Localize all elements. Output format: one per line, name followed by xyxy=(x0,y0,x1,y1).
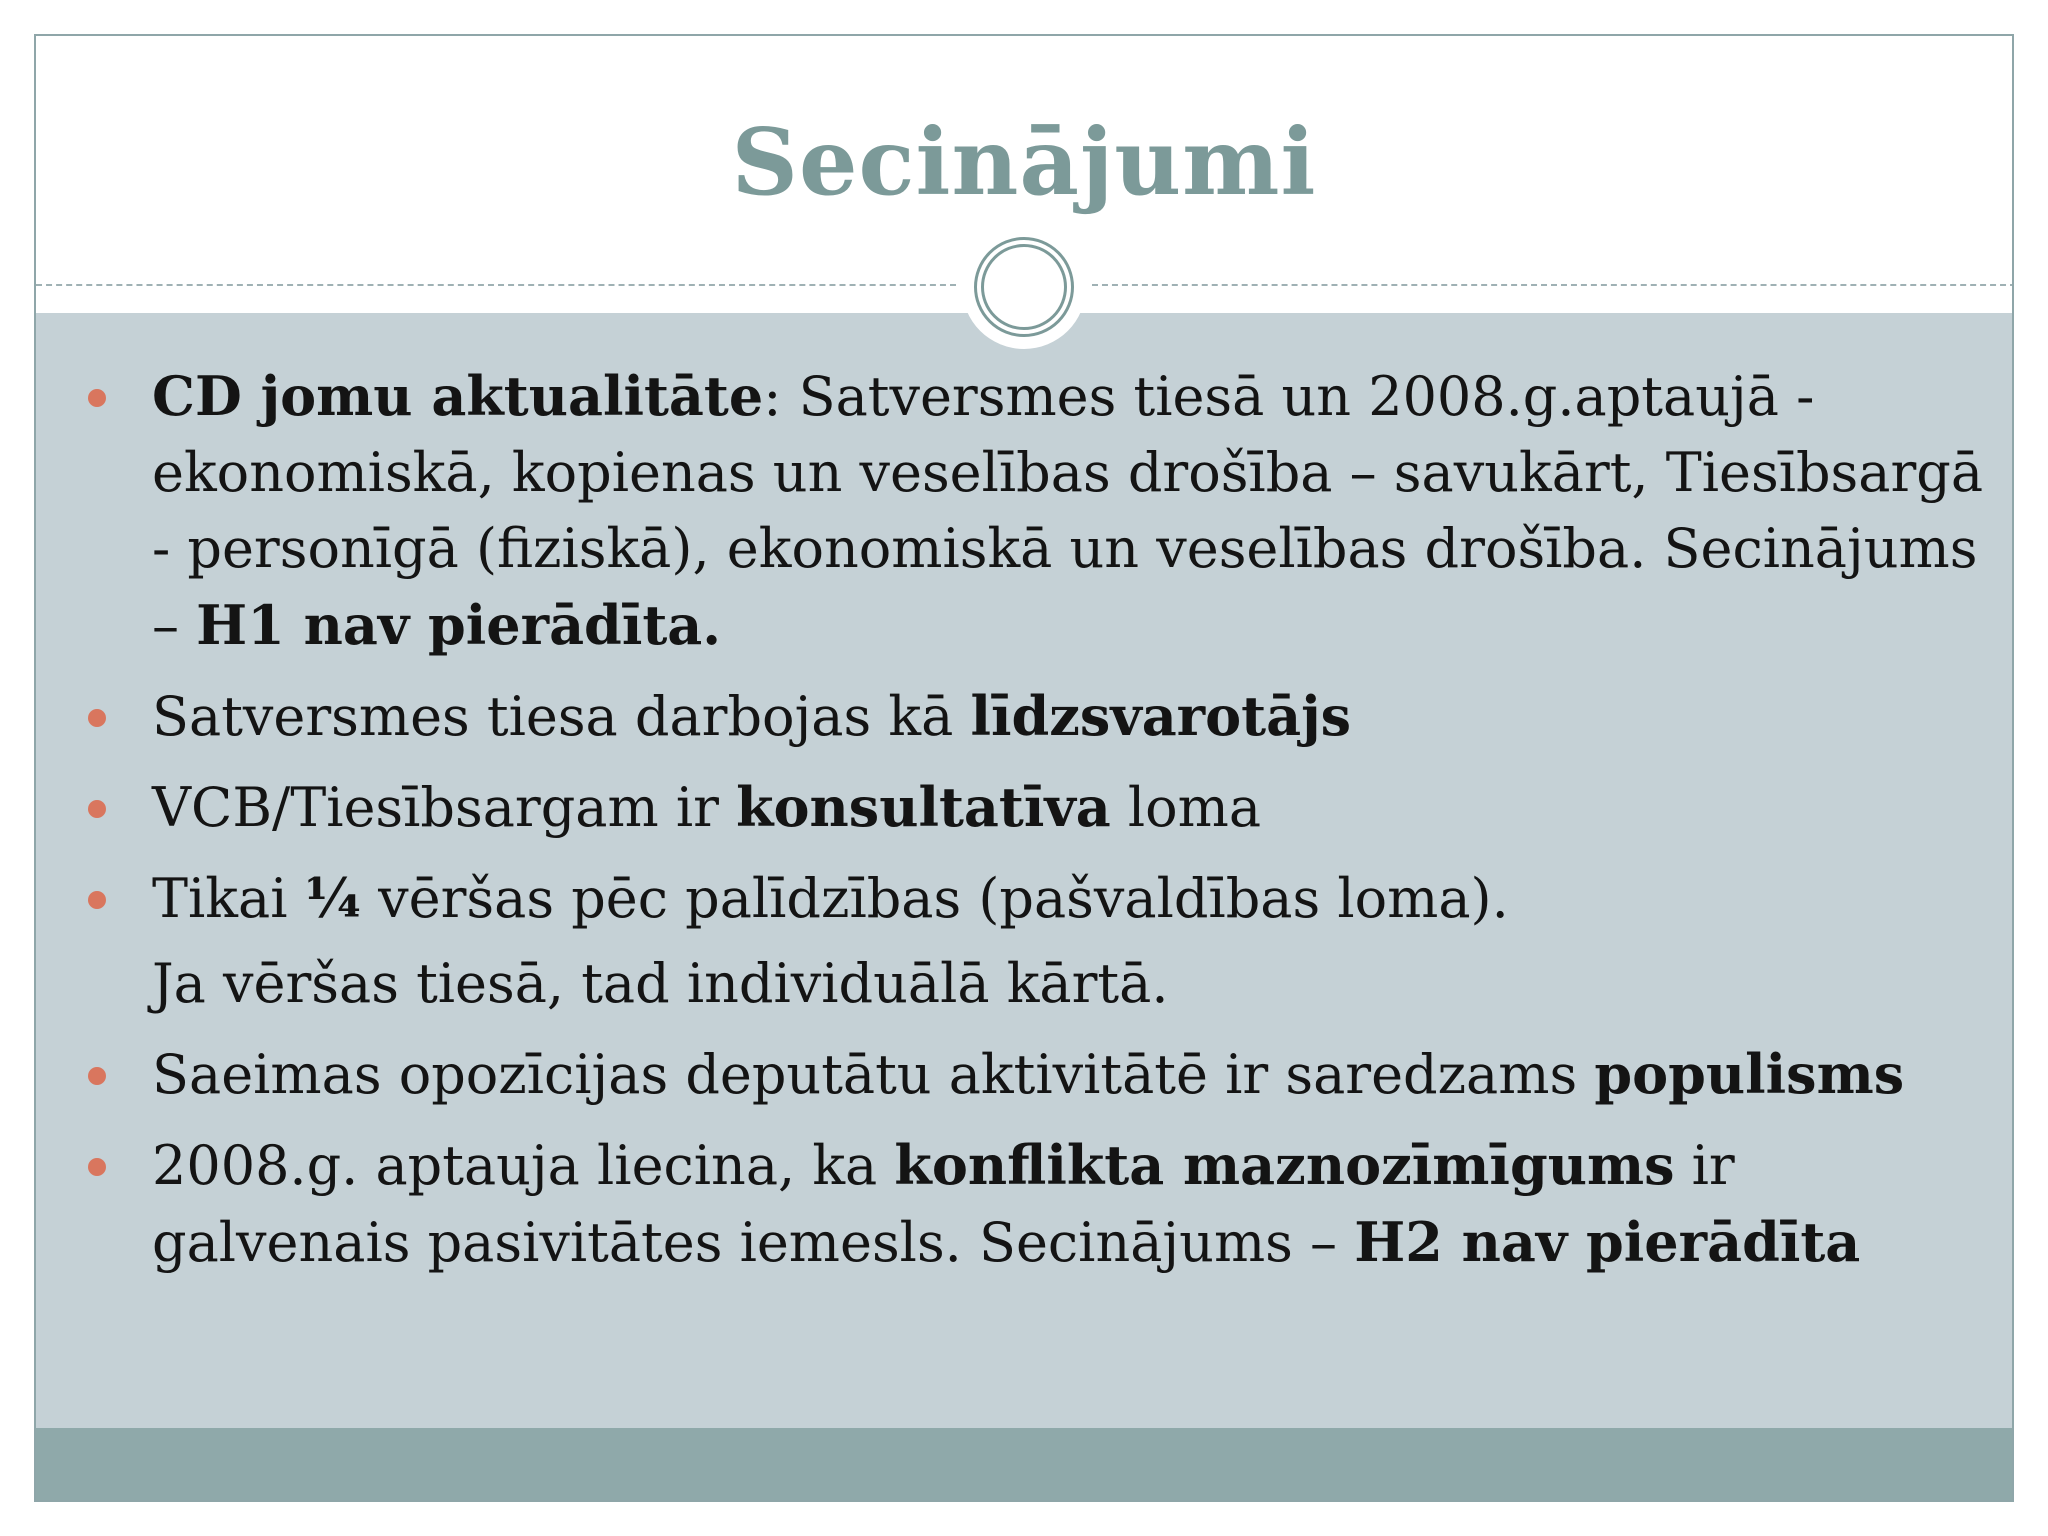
bullet-text-bold: H2 nav pierādīta xyxy=(1354,1210,1861,1274)
bullet-text-bold: H1 nav pierādīta. xyxy=(196,593,722,657)
bullet-text: ir galvenais pasivitātes iemesls. Secinājums – xyxy=(152,1134,1735,1274)
bullet-item xyxy=(88,1127,1988,1281)
bullet-text: Satversmes tiesa darbojas kā xyxy=(152,685,971,748)
bullet-text: 2008.g. aptauja liecina, ka xyxy=(152,1134,895,1197)
bullet-item xyxy=(88,769,1988,846)
slide xyxy=(34,34,2014,1502)
bullet-item xyxy=(88,678,1988,755)
bullet-text-bold: populisms xyxy=(1594,1042,1905,1106)
bullet-item xyxy=(88,860,1988,937)
bullet-text: loma xyxy=(1110,776,1262,839)
bullet-dot-icon xyxy=(88,389,106,407)
bullet-dot-icon xyxy=(88,891,106,909)
bullet-item xyxy=(88,1036,1988,1113)
bullet-text-bold: ¼ xyxy=(304,866,361,930)
title-divider-right xyxy=(1092,284,2014,286)
bullet-list xyxy=(88,358,1988,1295)
slide-title: Secinājumi xyxy=(731,108,1317,216)
bullet-item xyxy=(88,358,1988,664)
bullet-dot-icon xyxy=(88,709,106,727)
bullet-text-bold: CD jomu aktualitāte xyxy=(152,364,764,428)
title-divider-left xyxy=(36,284,956,286)
bullet-text-bold: līdzsvarotājs xyxy=(970,684,1352,748)
bullet-continuation xyxy=(88,946,1988,1022)
circle-ornament-icon xyxy=(962,225,1086,349)
bullet-dot-icon xyxy=(88,1158,106,1176)
bullet-text-bold: konflikta maznozīmīgums xyxy=(894,1133,1675,1197)
ornament-inner-ring xyxy=(981,244,1067,330)
bullet-text: vēršas pēc palīdzības (pašvaldības loma). xyxy=(360,867,1509,930)
bullet-dot-icon xyxy=(88,800,106,818)
bullet-text: Tikai xyxy=(152,867,305,930)
bullet-text: : Satversmes tiesā un 2008.g.aptaujā - ekonomiskā, kopienas un veselības drošība – savukārt, Tiesībsargā - personīgā (fiziskā), ekonomiskā un veselības drošība. Secinājums – xyxy=(152,365,1984,657)
footer-bar xyxy=(36,1428,2012,1500)
bullet-text: VCB/Tiesībsargam ir xyxy=(152,776,737,839)
bullet-text: Ja vēršas tiesā, tad individuālā kārtā. xyxy=(152,952,1169,1015)
bullet-text: Saeimas opozīcijas deputātu aktivitātē ir saredzams xyxy=(152,1043,1595,1106)
bullet-dot-icon xyxy=(88,1067,106,1085)
bullet-text-bold: konsultatīva xyxy=(736,775,1111,839)
